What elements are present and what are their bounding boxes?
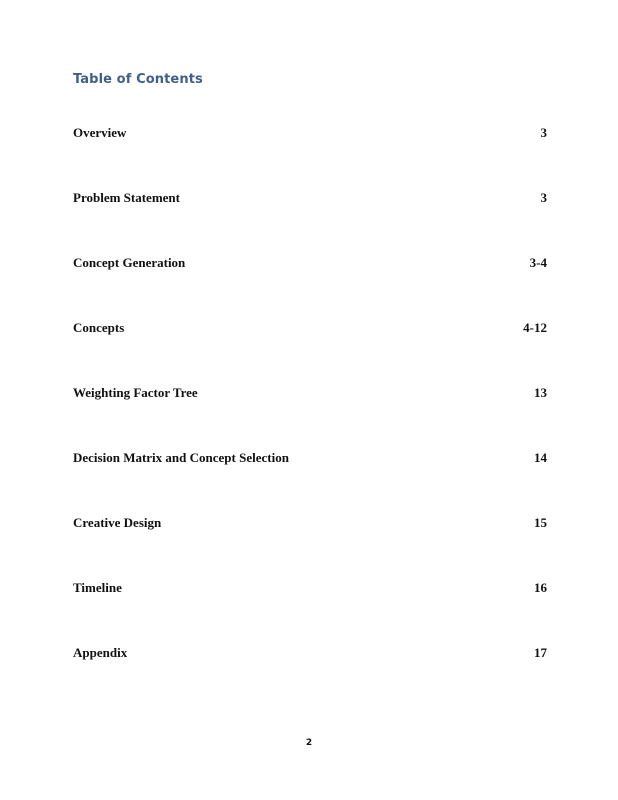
toc-entry-title: Problem Statement <box>73 190 180 205</box>
toc-entry-page: 13 <box>534 385 547 400</box>
toc-entry-weighting-factor-tree <box>73 384 547 449</box>
toc-entry-overview <box>73 124 547 189</box>
toc-entry-page: 3-4 <box>529 255 547 270</box>
toc-entry-title: Decision Matrix and Concept Selection <box>73 450 289 465</box>
toc-heading: Table of Contents <box>73 72 203 87</box>
toc-entry-timeline <box>73 579 547 644</box>
toc-list <box>73 124 547 709</box>
toc-entry-title: Concepts <box>73 320 125 335</box>
toc-entry-page: 3 <box>540 190 547 205</box>
toc-entry-title: Weighting Factor Tree <box>73 385 198 400</box>
toc-entry-page: 14 <box>534 450 547 465</box>
toc-entry-title: Appendix <box>73 645 128 660</box>
toc-entry-concepts <box>73 319 547 384</box>
toc-entry-page: 3 <box>540 125 547 140</box>
toc-entry-title: Concept Generation <box>73 255 186 270</box>
toc-entry-title: Overview <box>73 125 127 140</box>
page-number: 2 <box>305 738 313 748</box>
toc-entry-title: Creative Design <box>73 515 162 530</box>
toc-entry-appendix <box>73 644 547 709</box>
toc-entry-decision-matrix <box>73 449 547 514</box>
toc-entry-page: 16 <box>534 580 547 595</box>
toc-entry-page: 15 <box>534 515 547 530</box>
toc-entry-page: 4-12 <box>523 320 547 335</box>
toc-entry-concept-generation <box>73 254 547 319</box>
toc-entry-creative-design <box>73 514 547 579</box>
toc-entry-title: Timeline <box>73 580 122 595</box>
toc-entry-problem-statement <box>73 189 547 254</box>
toc-entry-page: 17 <box>534 645 547 660</box>
